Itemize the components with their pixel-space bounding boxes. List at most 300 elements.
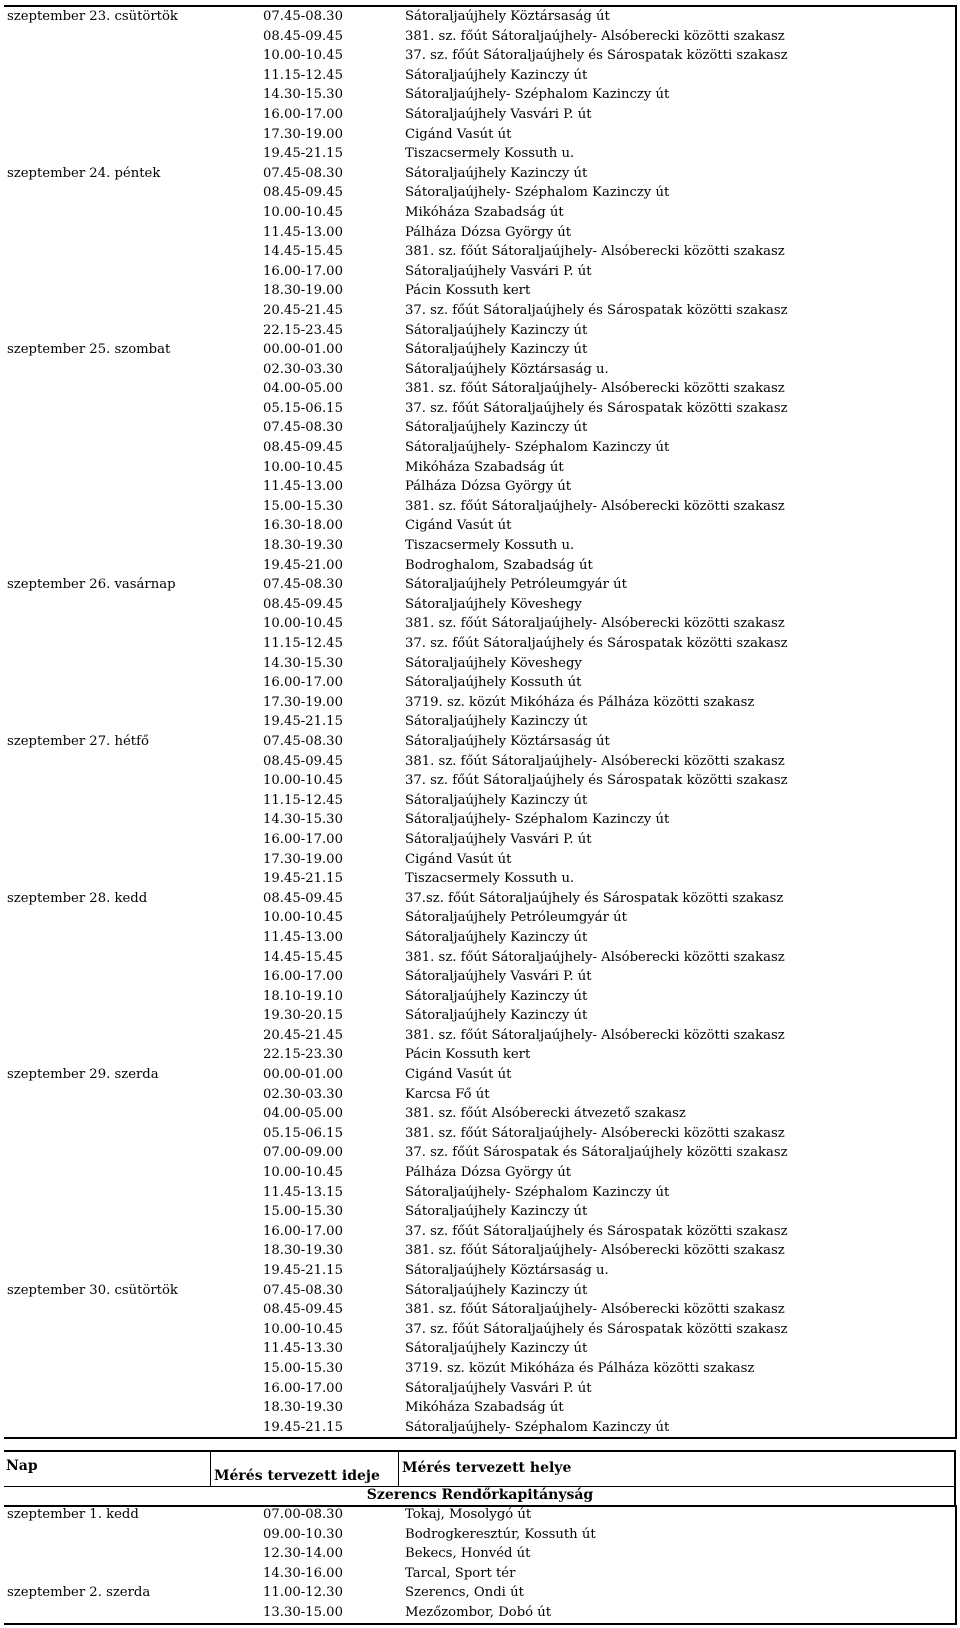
place-cell: Tiszacsermely Kossuth u. [402,144,956,164]
place-cell: 381. sz. főút Sátoraljaújhely- Alsóberecki közötti szakasz [402,614,956,634]
table-row [4,418,956,438]
header-planned-place: Mérés tervezett helye [402,1460,572,1476]
day-cell [4,595,260,615]
place-cell: Sátoraljaújhely Kazinczy út [402,66,956,86]
place-cell: Mikóháza Szabadság út [402,458,956,478]
place-cell: Sátoraljaújhely Kazinczy út [402,164,956,184]
table-row [4,164,956,184]
time-cell: 11.15-12.45 [263,67,343,83]
place-cell: 381. sz. főút Sátoraljaújhely- Alsóberecki közötti szakasz [402,1124,956,1144]
day-cell [4,1202,260,1222]
day-cell [4,1379,260,1399]
place-cell: 381. sz. főút Sátoraljaújhely- Alsóberecki közötti szakasz [402,1241,956,1261]
time-cell: 04.00-05.00 [263,1106,343,1122]
table-row [4,752,956,772]
table-row [4,1505,956,1525]
day-cell [4,634,260,654]
table-row [4,595,956,615]
table-row [4,1544,956,1564]
time-cell: 16.30-18.00 [263,518,343,534]
day-cell [4,536,260,556]
time-cell: 05.15-06.15 [263,1125,343,1141]
table-row [4,438,956,458]
place-cell: Mikóháza Szabadság út [402,203,956,223]
time-cell: 17.30-19.00 [263,694,343,710]
measurement-schedule-table [4,5,957,1439]
place-cell: Pálháza Dózsa György út [402,1163,956,1183]
header-right-border [954,1450,956,1505]
column-header-block [4,1450,956,1503]
time-cell: 08.45-09.45 [263,1302,343,1318]
time-cell: 18.30-19.30 [263,1243,343,1259]
table-row [4,46,956,66]
place-cell: Bekecs, Honvéd út [402,1544,956,1564]
place-cell: 37. sz. főút Sátoraljaújhely és Sárospatak közötti szakasz [402,634,956,654]
table-row [4,869,956,889]
header-day: Nap [6,1458,38,1474]
table-row [4,614,956,634]
day-cell [4,1544,260,1564]
time-cell: 22.15-23.30 [263,1047,343,1063]
table-row [4,85,956,105]
time-cell: 07.45-08.30 [263,733,343,749]
day-cell [4,967,260,987]
table-row [4,732,956,752]
place-cell: Sátoraljaújhely Köztársaság u. [402,1261,956,1281]
time-cell: 11.15-12.45 [263,636,343,651]
time-cell: 18.30-19.30 [263,1400,343,1416]
table-row [4,575,956,595]
time-cell: 19.45-21.15 [263,1419,343,1435]
place-cell: Sátoraljaújhely Kazinczy út [402,987,956,1007]
day-cell: szeptember 24. péntek [7,165,161,181]
time-cell: 14.30-16.00 [263,1565,343,1581]
table-row [4,771,956,791]
day-cell: szeptember 27. hétfő [7,733,149,749]
table-row [4,967,956,987]
time-cell: 00.00-01.00 [263,342,343,358]
table-row [4,1564,956,1584]
time-cell: 20.45-21.45 [263,302,343,318]
time-cell: 11.45-13.00 [263,479,343,495]
time-cell: 16.00-17.00 [263,831,343,847]
time-cell: 13.30-15.00 [263,1604,343,1620]
time-cell: 20.45-21.45 [263,1027,343,1043]
day-cell [4,791,260,811]
time-cell: 14.30-15.30 [263,812,343,828]
day-cell [4,1006,260,1026]
place-cell: Sátoraljaújhely- Széphalom Kazinczy út [402,183,956,203]
time-cell: 18.30-19.30 [263,538,343,554]
day-cell [4,458,260,478]
day-cell [4,1300,260,1320]
place-cell: Tarcal, Sport tér [402,1564,956,1584]
day-cell [4,1163,260,1183]
place-cell: Sátoraljaújhely Kazinczy út [402,418,956,438]
time-cell: 10.00-10.45 [263,204,343,220]
place-cell: Sátoraljaújhely Kazinczy út [402,928,956,948]
table-row [4,223,956,243]
day-cell [4,105,260,125]
day-cell [4,948,260,968]
day-cell [4,1564,260,1584]
place-cell: 37. sz. főút Sátoraljaújhely és Sárospatak közötti szakasz [402,1320,956,1340]
time-cell: 10.00-10.45 [263,1321,343,1337]
szerencs-schedule-table [4,1505,957,1625]
day-cell [4,516,260,536]
table-row [4,1065,956,1085]
time-cell: 10.00-10.45 [263,48,343,64]
place-cell: Sátoraljaújhely Kazinczy út [402,1339,956,1359]
place-cell: Sátoraljaújhely- Széphalom Kazinczy út [402,438,956,458]
table-row [4,281,956,301]
table-row [4,183,956,203]
table-row [4,1525,956,1545]
table-row [4,497,956,517]
place-cell: 37. sz. főút Sátoraljaújhely és Sárospatak közötti szakasz [402,46,956,66]
day-cell [4,1261,260,1281]
place-cell: 381. sz. főút Alsóberecki átvezető szakasz [402,1104,956,1124]
time-cell: 10.00-10.45 [263,459,343,475]
place-cell: Sátoraljaújhely- Széphalom Kazinczy út [402,1418,956,1439]
place-cell: Pálháza Dózsa György út [402,223,956,243]
time-cell: 11.45-13.30 [263,1341,343,1357]
table-row [4,242,956,262]
time-cell: 16.00-17.00 [263,1223,343,1239]
table-row [4,673,956,693]
day-cell [4,556,260,576]
place-cell: Sátoraljaújhely Kazinczy út [402,1202,956,1222]
place-cell: Sátoraljaújhely Köveshegy [402,595,956,615]
place-cell: Pácin Kossuth kert [402,281,956,301]
time-cell: 16.00-17.00 [263,1380,343,1396]
table-row [4,516,956,536]
time-cell: 07.45-08.30 [263,9,343,24]
table-row [4,1143,956,1163]
place-cell: Sátoraljaújhely- Széphalom Kazinczy út [402,85,956,105]
table-row [4,928,956,948]
place-cell: Pácin Kossuth kert [402,1045,956,1065]
table-row [4,830,956,850]
day-cell: szeptember 2. szerda [7,1585,151,1601]
table-row [4,321,956,341]
header-planned-time: Mérés tervezett ideje [214,1468,380,1484]
day-cell [4,1339,260,1359]
place-cell: Bodroghalom, Szabadság út [402,556,956,576]
place-cell: Sátoraljaújhely Vasvári P. út [402,967,956,987]
time-cell: 19.30-20.15 [263,1008,343,1024]
place-cell: Sátoraljaújhely Kazinczy út [402,321,956,341]
place-cell: Sátoraljaújhely Kazinczy út [402,340,956,360]
place-cell: 37. sz. főút Sátoraljaújhely és Sárospatak közötti szakasz [402,301,956,321]
time-cell: 19.45-21.00 [263,557,343,573]
place-cell: Pálháza Dózsa György út [402,477,956,497]
place-cell: 37. sz. főút Sátoraljaújhely és Sárospatak közötti szakasz [402,1222,956,1242]
table-row [4,105,956,125]
place-cell: 37. sz. főút Sárospatak és Sátoraljaújhely közötti szakasz [402,1143,956,1163]
time-cell: 07.45-08.30 [263,577,343,593]
time-cell: 04.00-05.00 [263,381,343,397]
table-row [4,556,956,576]
table-row [4,301,956,321]
day-cell [4,27,260,47]
place-cell: Sátoraljaújhely- Széphalom Kazinczy út [402,1183,956,1203]
table-row [4,1241,956,1261]
place-cell: 37. sz. főút Sátoraljaújhely és Sárospatak közötti szakasz [402,771,956,791]
day-cell [4,242,260,262]
time-cell: 14.30-15.30 [263,87,343,103]
place-cell: Sátoraljaújhely Petróleumgyár út [402,908,956,928]
time-cell: 16.00-17.00 [263,106,343,122]
table-row [4,1583,956,1603]
time-cell: 08.45-09.45 [263,440,343,456]
table-row [4,1398,956,1418]
day-cell [4,66,260,86]
place-cell: 381. sz. főút Sátoraljaújhely- Alsóberecki közötti szakasz [402,948,956,968]
table-row [4,340,956,360]
table-row [4,1261,956,1281]
place-cell: Sátoraljaújhely Kossuth út [402,673,956,693]
time-cell: 14.45-15.45 [263,949,343,965]
table-row [4,360,956,380]
time-cell: 12.30-14.00 [263,1546,343,1562]
day-cell: szeptember 25. szombat [7,342,171,358]
time-cell: 11.15-12.45 [263,792,343,808]
time-cell: 18.10-19.10 [263,988,343,1004]
column-header-row [4,1450,956,1487]
day-cell [4,771,260,791]
day-cell [4,379,260,399]
day-cell [4,399,260,419]
time-cell: 15.00-15.30 [263,498,343,514]
time-cell: 07.45-08.30 [263,420,343,436]
day-cell [4,1104,260,1124]
table-row [4,203,956,223]
table-row [4,908,956,928]
table-row [4,125,956,145]
day-cell [4,281,260,301]
header-divider [210,1452,211,1486]
table-row [4,6,956,27]
table-row [4,1183,956,1203]
place-cell: Sátoraljaújhely Vasvári P. út [402,1379,956,1399]
time-cell: 00.00-01.00 [263,1067,343,1083]
time-cell: 11.45-13.00 [263,224,343,240]
time-cell: 11.00-12.30 [263,1585,343,1601]
day-cell [4,928,260,948]
time-cell: 07.45-08.30 [263,1282,343,1298]
place-cell: Szerencs, Ondi út [402,1583,956,1603]
time-cell: 02.30-03.30 [263,361,343,377]
day-cell [4,1525,260,1545]
place-cell: Sátoraljaújhely Vasvári P. út [402,262,956,282]
day-cell [4,1320,260,1340]
place-cell: Sátoraljaújhely Köztársaság u. [402,360,956,380]
place-cell: Tiszacsermely Kossuth u. [402,536,956,556]
table-row [4,712,956,732]
time-cell: 08.45-09.45 [263,596,343,612]
day-cell [4,1398,260,1418]
day-cell [4,712,260,732]
time-cell: 10.00-10.45 [263,910,343,926]
day-cell [4,223,260,243]
place-cell: Cigánd Vasút út [402,1065,956,1085]
day-cell: szeptember 26. vasárnap [7,577,176,593]
time-cell: 22.15-23.45 [263,322,343,338]
day-cell [4,125,260,145]
time-cell: 19.45-21.15 [263,871,343,887]
day-cell [4,1045,260,1065]
table-row [4,536,956,556]
time-cell: 07.45-08.30 [263,165,343,181]
place-cell: 381. sz. főút Sátoraljaújhely- Alsóberecki közötti szakasz [402,1026,956,1046]
day-cell [4,1143,260,1163]
table-row [4,477,956,497]
place-cell: Mikóháza Szabadság út [402,1398,956,1418]
time-cell: 11.45-13.00 [263,929,343,945]
table-row [4,144,956,164]
day-cell [4,830,260,850]
place-cell: Sátoraljaújhely Köveshegy [402,654,956,674]
place-cell: Sátoraljaújhely Kazinczy út [402,712,956,732]
place-cell: Sátoraljaújhely Kazinczy út [402,1006,956,1026]
time-cell: 10.00-10.45 [263,616,343,632]
day-cell [4,497,260,517]
day-cell [4,1241,260,1261]
place-cell: 381. sz. főút Sátoraljaújhely- Alsóberecki közötti szakasz [402,242,956,262]
day-cell [4,262,260,282]
day-cell [4,654,260,674]
day-cell [4,477,260,497]
table-row [4,1163,956,1183]
time-cell: 15.00-15.30 [263,1204,343,1220]
time-cell: 16.00-17.00 [263,675,343,691]
place-cell: Sátoraljaújhely Kazinczy út [402,791,956,811]
day-cell [4,1085,260,1105]
time-cell: 07.00-08.30 [263,1507,343,1522]
day-cell [4,1603,260,1624]
place-cell: Sátoraljaújhely Petróleumgyár út [402,575,956,595]
time-cell: 15.00-15.30 [263,1360,343,1376]
day-cell [4,301,260,321]
day-cell [4,614,260,634]
place-cell: Sátoraljaújhely Vasvári P. út [402,830,956,850]
table-row [4,1124,956,1144]
day-cell [4,673,260,693]
day-cell [4,850,260,870]
time-cell: 17.30-19.00 [263,126,343,142]
table-row [4,634,956,654]
day-cell [4,1026,260,1046]
table-row [4,1359,956,1379]
table-row [4,1026,956,1046]
time-cell: 10.00-10.45 [263,773,343,789]
place-cell: 381. sz. főút Sátoraljaújhely- Alsóberecki közötti szakasz [402,497,956,517]
table-row [4,262,956,282]
table-row [4,791,956,811]
time-cell: 18.30-19.00 [263,283,343,299]
table-row [4,1045,956,1065]
table-row [4,379,956,399]
table-row [4,1202,956,1222]
day-cell: szeptember 30. csütörtök [7,1282,178,1298]
time-cell: 19.45-21.15 [263,714,343,730]
table-row [4,399,956,419]
table-row [4,810,956,830]
table-row [4,458,956,478]
place-cell: Sátoraljaújhely- Széphalom Kazinczy út [402,810,956,830]
day-cell [4,418,260,438]
place-cell: Cigánd Vasút út [402,850,956,870]
schedule-table-body [4,6,956,1438]
day-cell [4,987,260,1007]
place-cell: Bodrogkeresztúr, Kossuth út [402,1525,956,1545]
table-row [4,987,956,1007]
szerencs-table-body [4,1505,956,1624]
day-cell [4,144,260,164]
place-cell: 37.sz. főút Sátoraljaújhely és Sárospatak közötti szakasz [402,889,956,909]
day-cell [4,438,260,458]
table-row [4,1104,956,1124]
time-cell: 16.00-17.00 [263,263,343,279]
place-cell: 381. sz. főút Sátoraljaújhely- Alsóberecki közötti szakasz [402,1300,956,1320]
table-row [4,1320,956,1340]
day-cell [4,321,260,341]
table-row [4,1300,956,1320]
day-cell [4,1359,260,1379]
time-cell: 17.30-19.00 [263,851,343,867]
day-cell [4,360,260,380]
day-cell [4,752,260,772]
table-row [4,850,956,870]
place-cell: Karcsa Fő út [402,1085,956,1105]
table-row [4,27,956,47]
table-row [4,1006,956,1026]
day-cell: szeptember 23. csütörtök [7,9,178,24]
day-cell [4,1183,260,1203]
table-row [4,1281,956,1301]
table-row [4,889,956,909]
section-title: Szerencs Rendőrkapitányság [4,1485,956,1507]
day-cell [4,203,260,223]
time-cell: 08.45-09.45 [263,28,343,44]
day-cell: szeptember 1. kedd [7,1507,139,1522]
time-cell: 11.45-13.15 [263,1184,343,1200]
place-cell: 37. sz. főút Sátoraljaújhely és Sárospatak közötti szakasz [402,399,956,419]
time-cell: 09.00-10.30 [263,1526,343,1542]
table-row [4,1222,956,1242]
place-cell: Sátoraljaújhely Kazinczy út [402,1281,956,1301]
time-cell: 19.45-21.15 [263,1263,343,1278]
place-cell: Sátoraljaújhely Vasvári P. út [402,105,956,125]
day-cell: szeptember 28. kedd [7,890,148,906]
time-cell: 08.45-09.45 [263,185,343,201]
table-row [4,66,956,86]
day-cell [4,869,260,889]
day-cell [4,1124,260,1144]
time-cell: 14.45-15.45 [263,244,343,260]
day-cell [4,908,260,928]
time-cell: 05.15-06.15 [263,400,343,416]
time-cell: 14.30-15.30 [263,655,343,671]
place-cell: 381. sz. főút Sátoraljaújhely- Alsóberecki közötti szakasz [402,752,956,772]
table-row [4,948,956,968]
place-cell: Cigánd Vasút út [402,125,956,145]
place-cell: 3719. sz. közút Mikóháza és Pálháza közötti szakasz [402,1359,956,1379]
time-cell: 10.00-10.45 [263,1165,343,1181]
time-cell: 08.45-09.45 [263,753,343,769]
place-cell: Cigánd Vasút út [402,516,956,536]
